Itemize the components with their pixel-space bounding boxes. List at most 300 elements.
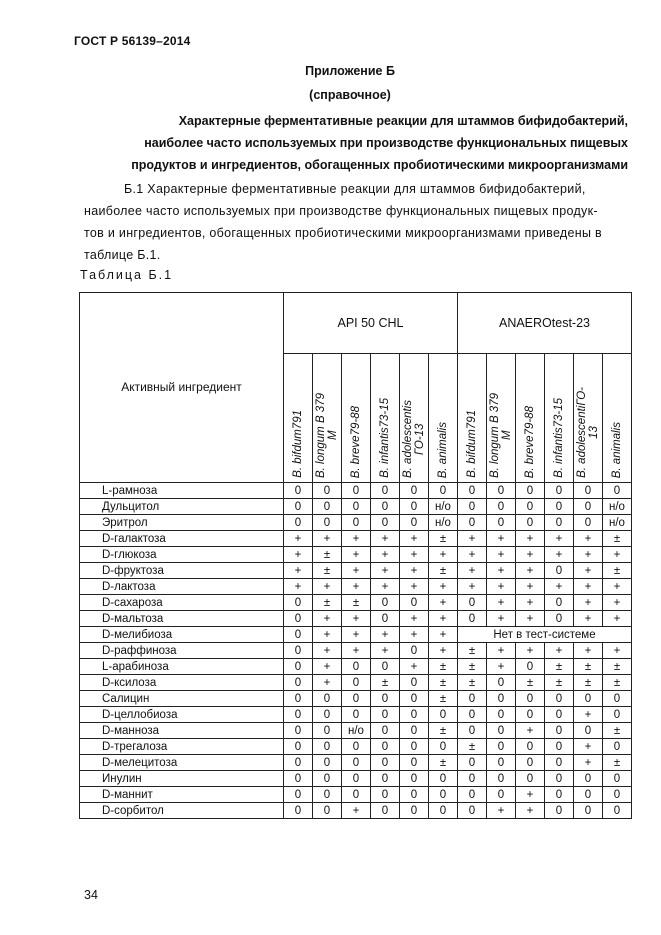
cell-anaero: 0 (545, 483, 574, 499)
cell-api: 0 (342, 483, 371, 499)
cell-api: ± (429, 691, 458, 707)
cell-api: ± (429, 563, 458, 579)
cell-anaero: 0 (487, 707, 516, 723)
cell-api: + (313, 627, 342, 643)
cell-api: 0 (400, 739, 429, 755)
cell-api: 0 (400, 707, 429, 723)
cell-api: 0 (371, 611, 400, 627)
ingredient-name: D-фруктоза (80, 563, 284, 579)
cell-anaero: 0 (516, 499, 545, 515)
ingredient-name: D-манноза (80, 723, 284, 739)
cell-anaero: + (516, 579, 545, 595)
cell-api: 0 (342, 691, 371, 707)
cell-api: 0 (284, 707, 313, 723)
cell-api: 0 (429, 787, 458, 803)
ingredient-name: L-арабиноза (80, 659, 284, 675)
cell-api: 0 (371, 771, 400, 787)
cell-api: 0 (371, 691, 400, 707)
cell-anaero: 0 (487, 515, 516, 531)
cell-anaero: 0 (487, 691, 516, 707)
caption-line: Характерные ферментативные реакции для штаммов бифидобактерий, (178, 114, 628, 128)
cell-anaero: + (574, 531, 603, 547)
cell-api: 0 (284, 755, 313, 771)
cell-anaero-note: Нет в тест-системе (458, 627, 632, 643)
cell-anaero: 0 (487, 723, 516, 739)
cell-api: + (371, 547, 400, 563)
cell-anaero: 0 (574, 787, 603, 803)
cell-api: + (371, 579, 400, 595)
cell-api: 0 (284, 515, 313, 531)
cell-api: + (342, 579, 371, 595)
cell-anaero: 0 (458, 515, 487, 531)
cell-api: ± (429, 531, 458, 547)
cell-api: + (284, 547, 313, 563)
cell-anaero: 0 (545, 707, 574, 723)
cell-anaero: 0 (516, 515, 545, 531)
cell-anaero: 0 (516, 691, 545, 707)
cell-anaero: 0 (574, 803, 603, 819)
cell-anaero: 0 (516, 659, 545, 675)
cell-anaero: 0 (545, 787, 574, 803)
cell-anaero: + (545, 531, 574, 547)
ingredient-name: Эритрол (80, 515, 284, 531)
cell-anaero: 0 (545, 739, 574, 755)
cell-anaero: ± (458, 739, 487, 755)
cell-api: + (342, 563, 371, 579)
cell-anaero: 0 (487, 499, 516, 515)
ingredient-name: D-трегалоза (80, 739, 284, 755)
ingredient-name: D-галактоза (80, 531, 284, 547)
table-row (80, 547, 632, 563)
cell-anaero: ± (603, 675, 632, 691)
cell-anaero: + (603, 579, 632, 595)
cell-api: 0 (313, 707, 342, 723)
cell-api: + (400, 563, 429, 579)
cell-anaero: 0 (516, 707, 545, 723)
cell-api: + (429, 579, 458, 595)
paragraph-line: тов и ингредиентов, обогащенных пробиотическими микроорганизмами приведены в (84, 226, 602, 240)
ingredient-name: D-раффиноза (80, 643, 284, 659)
cell-api: 0 (342, 499, 371, 515)
cell-anaero: 0 (487, 675, 516, 691)
strain-header-anaero (516, 354, 545, 483)
cell-api: 0 (284, 787, 313, 803)
table-row (80, 739, 632, 755)
cell-anaero: + (516, 611, 545, 627)
appendix-type: (справочное) (309, 88, 391, 102)
cell-anaero: ± (545, 659, 574, 675)
cell-anaero: 0 (603, 707, 632, 723)
cell-api: 0 (313, 755, 342, 771)
cell-api: 0 (284, 627, 313, 643)
cell-anaero: ± (516, 675, 545, 691)
cell-anaero: + (458, 531, 487, 547)
cell-anaero: + (574, 739, 603, 755)
cell-api: 0 (371, 787, 400, 803)
paragraph-line: таблице Б.1. (84, 248, 161, 262)
cell-api: + (284, 579, 313, 595)
cell-api: + (342, 627, 371, 643)
cell-api: 0 (400, 499, 429, 515)
cell-api: 0 (313, 515, 342, 531)
cell-api: + (400, 659, 429, 675)
cell-anaero: + (516, 803, 545, 819)
cell-api: + (313, 643, 342, 659)
cell-api: + (371, 563, 400, 579)
cell-api: ± (429, 659, 458, 675)
appendix-title: Приложение Б (305, 64, 395, 78)
ingredient-header: Активный ингредиент (80, 293, 284, 483)
cell-api: ± (429, 755, 458, 771)
table-row (80, 659, 632, 675)
cell-anaero: 0 (545, 563, 574, 579)
strain-name: B. longum B 379 (489, 392, 501, 478)
ingredient-name: Инулин (80, 771, 284, 787)
cell-api: + (371, 643, 400, 659)
table-body (80, 483, 632, 819)
cell-api: 0 (284, 691, 313, 707)
cell-api: 0 (284, 803, 313, 819)
cell-api: 0 (400, 515, 429, 531)
cell-anaero: 0 (458, 707, 487, 723)
cell-api: + (284, 563, 313, 579)
ingredient-name: D-ксилоза (80, 675, 284, 691)
cell-api: ± (313, 563, 342, 579)
strain-header-anaero (603, 354, 632, 483)
cell-api: 0 (371, 515, 400, 531)
cell-anaero: + (603, 643, 632, 659)
table-row (80, 643, 632, 659)
cell-api: ± (429, 723, 458, 739)
cell-api: + (313, 611, 342, 627)
cell-anaero: 0 (574, 515, 603, 531)
cell-api: 0 (284, 483, 313, 499)
cell-api: 0 (371, 707, 400, 723)
cell-anaero: ± (603, 755, 632, 771)
ingredient-name: Дульцитол (80, 499, 284, 515)
strain-name: B. breve79-88 (350, 405, 362, 478)
cell-api: 0 (371, 595, 400, 611)
cell-api: 0 (313, 739, 342, 755)
cell-api: 0 (313, 691, 342, 707)
cell-api: + (342, 611, 371, 627)
cell-anaero: 0 (545, 755, 574, 771)
cell-api: + (400, 547, 429, 563)
cell-anaero: 0 (545, 611, 574, 627)
cell-anaero: ± (458, 643, 487, 659)
cell-anaero: ± (603, 531, 632, 547)
cell-anaero: ± (574, 675, 603, 691)
cell-anaero: 0 (545, 515, 574, 531)
cell-anaero: 0 (487, 755, 516, 771)
strain-name: B. animalis (611, 421, 623, 478)
table-row (80, 611, 632, 627)
cell-anaero: 0 (545, 771, 574, 787)
strain-header-api (284, 354, 313, 483)
cell-api: 0 (400, 595, 429, 611)
cell-anaero: + (458, 563, 487, 579)
cell-api: + (313, 659, 342, 675)
cell-anaero: + (516, 643, 545, 659)
cell-api: 0 (284, 611, 313, 627)
table-row (80, 691, 632, 707)
ingredient-name: D-сахароза (80, 595, 284, 611)
cell-anaero: + (487, 803, 516, 819)
cell-anaero: 0 (458, 483, 487, 499)
cell-api: 0 (371, 803, 400, 819)
cell-api: 0 (429, 483, 458, 499)
cell-anaero: + (487, 579, 516, 595)
ingredient-name: D-сорбитол (80, 803, 284, 819)
cell-api: 0 (342, 739, 371, 755)
cell-api: ± (429, 675, 458, 691)
cell-api: 0 (313, 787, 342, 803)
cell-anaero: 0 (458, 755, 487, 771)
cell-anaero: 0 (516, 771, 545, 787)
cell-api: 0 (400, 723, 429, 739)
cell-api: 0 (342, 787, 371, 803)
cell-anaero: ± (603, 723, 632, 739)
cell-api: 0 (371, 659, 400, 675)
cell-api: + (429, 627, 458, 643)
strain-name: B. infantis73-15 (379, 398, 391, 478)
cell-api: + (400, 611, 429, 627)
cell-api: + (342, 643, 371, 659)
group-header-api: API 50 CHL (284, 293, 458, 354)
strain-name: B. animalis (437, 421, 449, 478)
strain-header-api (371, 354, 400, 483)
cell-api: + (371, 627, 400, 643)
strain-header-api (313, 354, 342, 483)
cell-api: 0 (313, 499, 342, 515)
ingredient-name: Салицин (80, 691, 284, 707)
cell-anaero: + (487, 611, 516, 627)
table-row (80, 579, 632, 595)
strain-header-anaero (574, 354, 603, 483)
cell-anaero: 0 (603, 771, 632, 787)
cell-anaero: 0 (458, 771, 487, 787)
ingredient-name: D-мелибиоза (80, 627, 284, 643)
cell-anaero: 0 (516, 755, 545, 771)
cell-api: 0 (371, 499, 400, 515)
strain-name: M (501, 430, 513, 441)
caption-line: наиболее часто используемых при производстве функциональных пищевых (144, 136, 628, 150)
cell-anaero: + (574, 595, 603, 611)
cell-anaero: + (603, 611, 632, 627)
table-row (80, 531, 632, 547)
strain-header-anaero (487, 354, 516, 483)
cell-api: 0 (400, 803, 429, 819)
cell-api: 0 (284, 739, 313, 755)
cell-anaero: + (516, 723, 545, 739)
cell-anaero: 0 (603, 739, 632, 755)
cell-anaero: + (603, 595, 632, 611)
document-header: ГОСТ Р 56139–2014 (74, 34, 191, 48)
cell-anaero: ± (603, 659, 632, 675)
cell-api: 0 (284, 659, 313, 675)
ingredient-name: L-рамноза (80, 483, 284, 499)
ingredient-name: D-мелецитоза (80, 755, 284, 771)
cell-api: ± (371, 675, 400, 691)
cell-api: 0 (371, 755, 400, 771)
cell-anaero: 0 (458, 723, 487, 739)
cell-anaero: + (574, 563, 603, 579)
table-row (80, 595, 632, 611)
cell-api: + (400, 531, 429, 547)
appendix-caption (84, 110, 628, 176)
cell-api: 0 (371, 483, 400, 499)
strain-header-api (400, 354, 429, 483)
table-row (80, 499, 632, 515)
cell-api: 0 (313, 771, 342, 787)
cell-anaero: + (487, 563, 516, 579)
cell-anaero: 0 (458, 595, 487, 611)
table-row (80, 483, 632, 499)
cell-anaero: 0 (603, 787, 632, 803)
table-row (80, 627, 632, 643)
cell-anaero: 0 (603, 803, 632, 819)
cell-api: + (400, 627, 429, 643)
cell-api: 0 (400, 675, 429, 691)
strain-name: B. adolescentis (402, 400, 414, 478)
cell-api: 0 (400, 771, 429, 787)
cell-anaero: 0 (574, 723, 603, 739)
cell-anaero: 0 (516, 739, 545, 755)
table-label: Таблица Б.1 (80, 268, 174, 282)
cell-anaero: 0 (458, 499, 487, 515)
page-number: 34 (84, 888, 98, 902)
cell-api: 0 (400, 643, 429, 659)
table-row (80, 771, 632, 787)
cell-api: ± (313, 547, 342, 563)
cell-anaero: ± (574, 659, 603, 675)
ingredient-name: D-лактоза (80, 579, 284, 595)
cell-api: 0 (342, 515, 371, 531)
cell-anaero: 0 (574, 691, 603, 707)
cell-anaero: + (516, 595, 545, 611)
cell-anaero: 0 (603, 483, 632, 499)
cell-anaero: 0 (458, 691, 487, 707)
cell-anaero: н/о (603, 499, 632, 515)
cell-api: + (400, 579, 429, 595)
table-row (80, 723, 632, 739)
cell-api: 0 (284, 771, 313, 787)
table-row (80, 563, 632, 579)
table-row (80, 515, 632, 531)
cell-api: 0 (342, 755, 371, 771)
cell-anaero: 0 (545, 691, 574, 707)
table-row (80, 675, 632, 691)
cell-anaero: + (516, 531, 545, 547)
ingredient-name: D-целлобиоза (80, 707, 284, 723)
cell-anaero: 0 (574, 499, 603, 515)
cell-api: 0 (400, 483, 429, 499)
group-header-anaero: ANAEROtest-23 (458, 293, 632, 354)
cell-anaero: + (545, 579, 574, 595)
cell-api: н/о (342, 723, 371, 739)
cell-api: + (313, 675, 342, 691)
cell-api: 0 (313, 803, 342, 819)
table-row (80, 755, 632, 771)
cell-api: ± (342, 595, 371, 611)
cell-api: 0 (342, 659, 371, 675)
cell-api: 0 (342, 771, 371, 787)
cell-api: 0 (429, 771, 458, 787)
cell-api: + (313, 531, 342, 547)
cell-api: 0 (400, 755, 429, 771)
cell-anaero: 0 (458, 787, 487, 803)
cell-anaero: 0 (458, 803, 487, 819)
strain-name: B. breve79-88 (524, 405, 536, 478)
cell-anaero: + (487, 595, 516, 611)
cell-anaero: + (487, 643, 516, 659)
cell-api: 0 (429, 739, 458, 755)
cell-api: + (342, 547, 371, 563)
cell-anaero: 0 (458, 611, 487, 627)
strain-name: B. longum B 379 (315, 392, 327, 478)
strain-name: B. adolescentiГО- (576, 387, 588, 478)
cell-anaero: ± (603, 563, 632, 579)
cell-api: н/о (429, 515, 458, 531)
cell-api: 0 (284, 499, 313, 515)
paragraph-line: наиболее часто используемых при производстве функциональных пищевых продук- (84, 204, 598, 218)
cell-api: 0 (284, 595, 313, 611)
strain-header-api (429, 354, 458, 483)
cell-anaero: 0 (516, 483, 545, 499)
strain-name: B. infantis73-15 (553, 398, 565, 478)
cell-anaero: + (545, 547, 574, 563)
cell-api: ± (313, 595, 342, 611)
strain-header-anaero (545, 354, 574, 483)
cell-api: 0 (429, 803, 458, 819)
ingredient-name: D-глюкоза (80, 547, 284, 563)
cell-api: 0 (284, 643, 313, 659)
caption-line: продуктов и ингредиентов, обогащенных пробиотическими микроорганизмами (131, 158, 628, 172)
cell-api: + (313, 579, 342, 595)
strain-name: B. bifdum791 (466, 410, 478, 478)
enzyme-reactions-table (79, 292, 632, 819)
cell-anaero: + (487, 659, 516, 675)
cell-anaero: ± (545, 675, 574, 691)
cell-anaero: + (487, 531, 516, 547)
cell-anaero: + (545, 643, 574, 659)
cell-anaero: + (516, 563, 545, 579)
cell-anaero: + (574, 547, 603, 563)
cell-anaero: 0 (487, 787, 516, 803)
cell-anaero: + (458, 547, 487, 563)
table-row (80, 803, 632, 819)
cell-anaero: + (574, 755, 603, 771)
cell-api: + (429, 611, 458, 627)
cell-anaero: + (487, 547, 516, 563)
table-head (80, 293, 632, 483)
cell-anaero: + (516, 547, 545, 563)
paragraph-line: Б.1 Характерные ферментативные реакции для штаммов бифидобактерий, (124, 182, 586, 196)
cell-anaero: 0 (487, 739, 516, 755)
cell-anaero: 0 (574, 771, 603, 787)
table-row (80, 707, 632, 723)
strain-name: 13 (588, 426, 600, 439)
strain-header-anaero (458, 354, 487, 483)
cell-api: + (284, 531, 313, 547)
cell-api: + (429, 595, 458, 611)
cell-api: 0 (313, 723, 342, 739)
cell-api: 0 (313, 483, 342, 499)
cell-anaero: н/о (603, 515, 632, 531)
cell-api: + (429, 547, 458, 563)
cell-api: 0 (342, 675, 371, 691)
strain-name: B. bifdum791 (292, 410, 304, 478)
